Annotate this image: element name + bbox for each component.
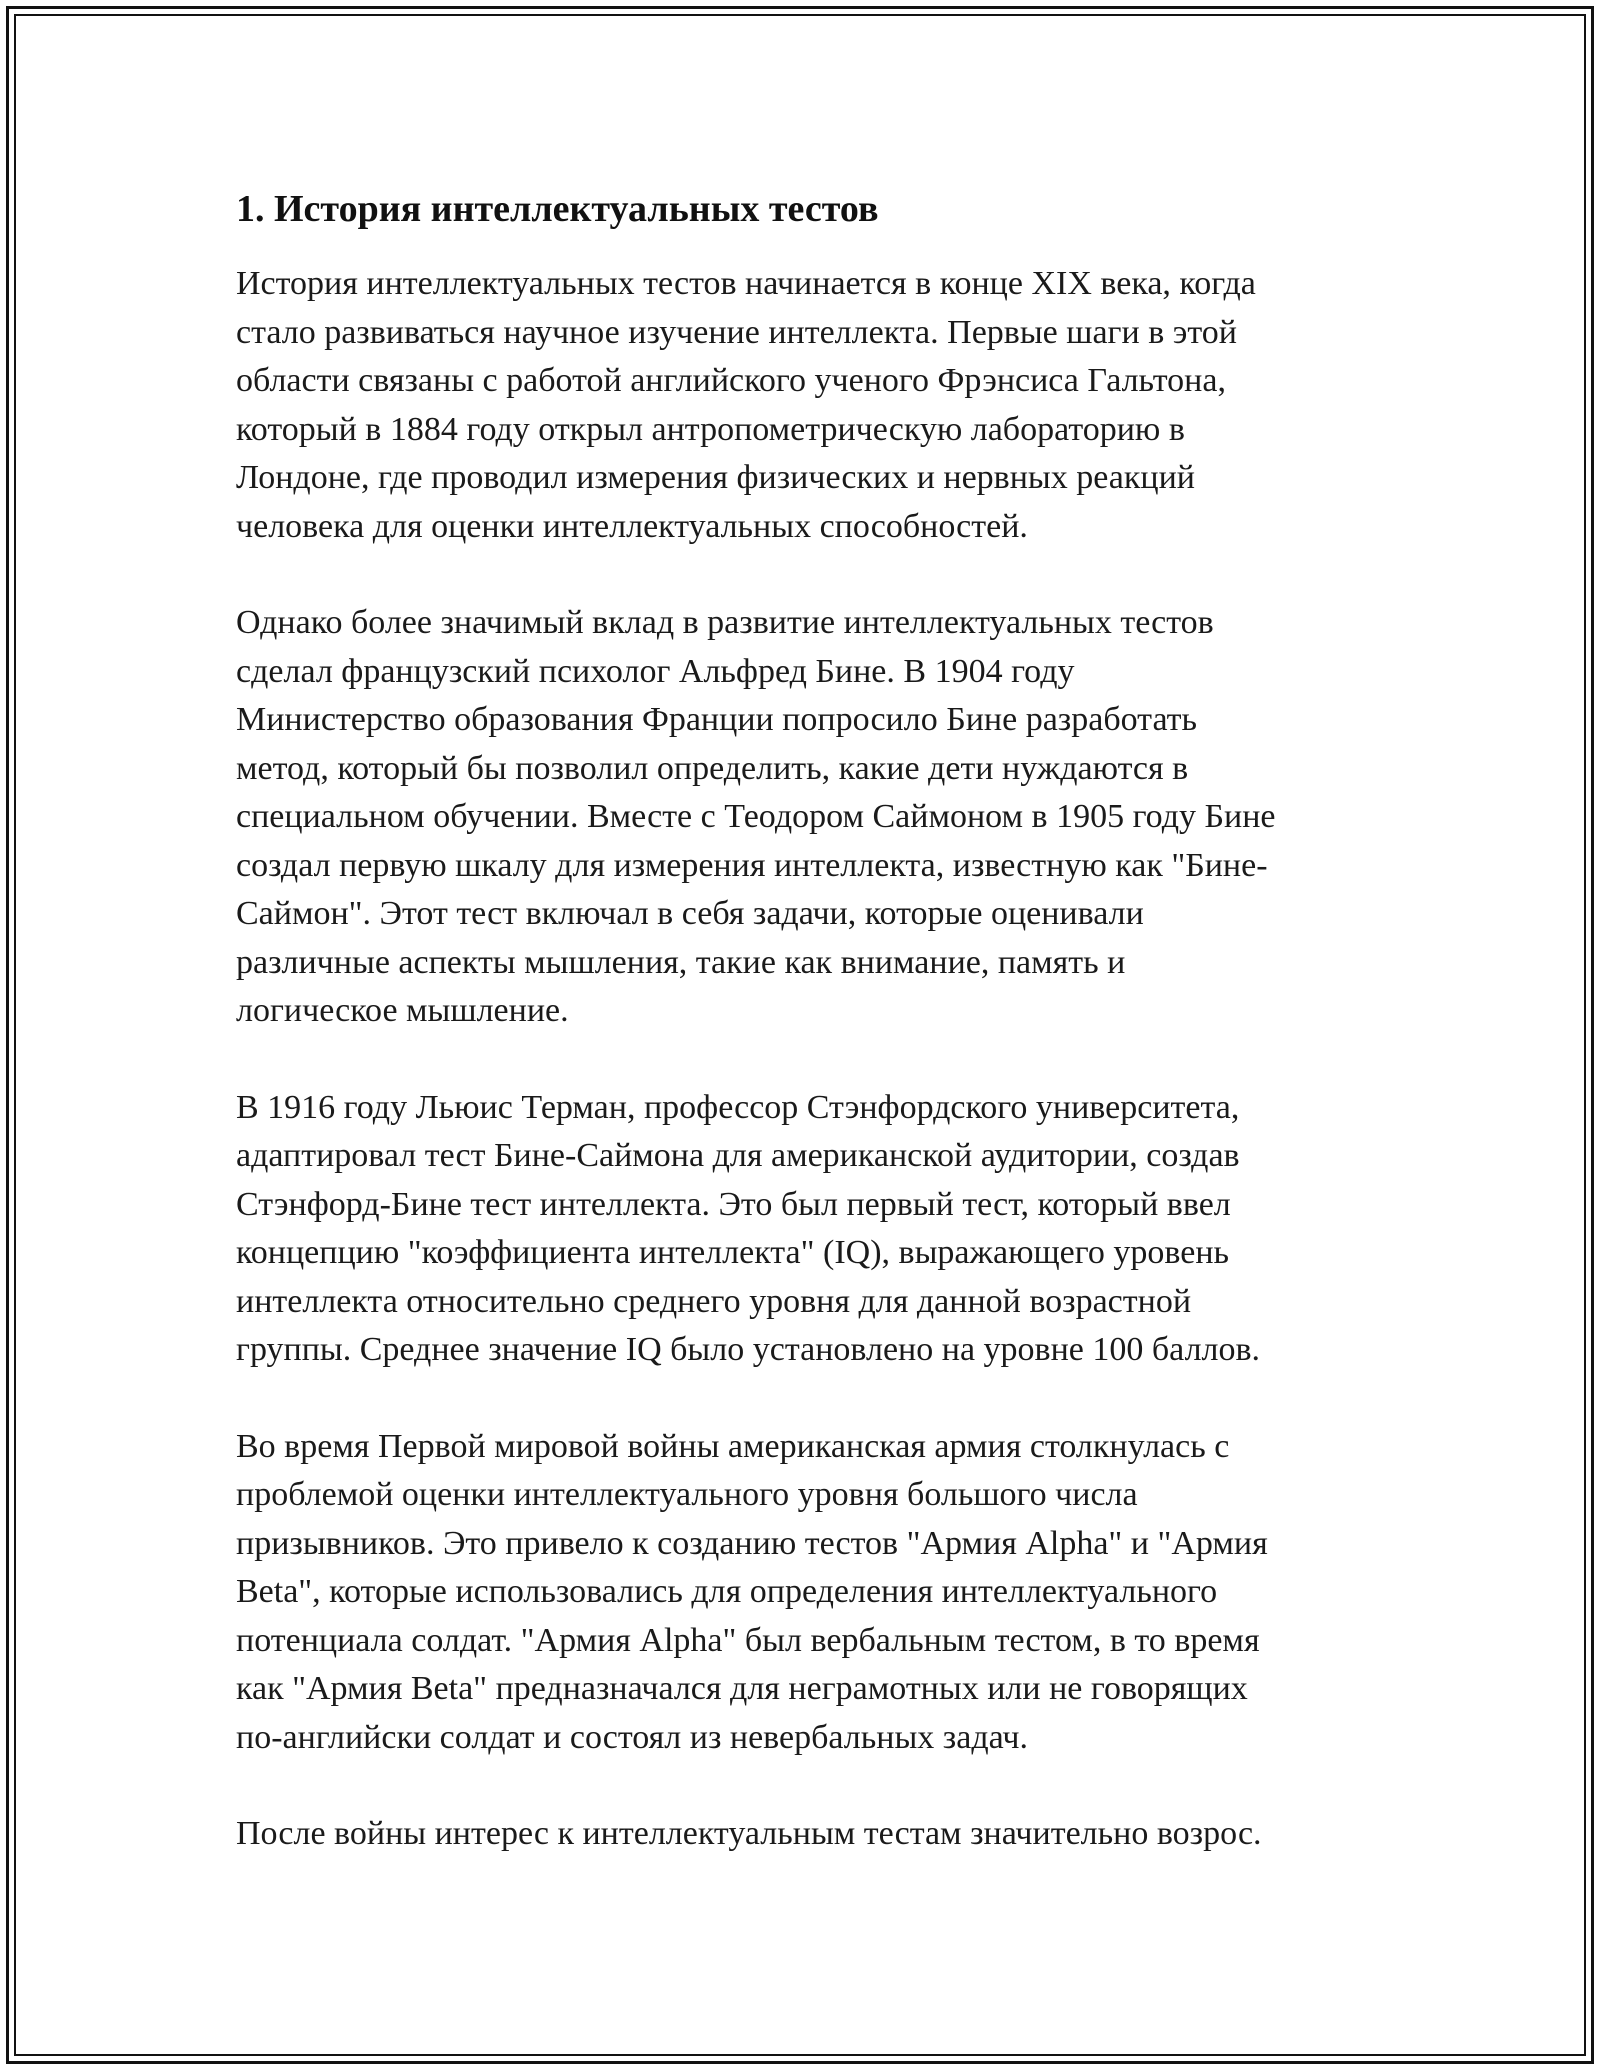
paragraph: [236, 599, 1386, 1036]
paragraph-line: История интеллектуальных тестов начинается в конце XIX века, когда: [236, 265, 1256, 302]
section-heading: 1. История интеллектуальных тестов: [236, 188, 879, 230]
paragraph: [236, 1084, 1386, 1375]
document-body: [236, 186, 1386, 1907]
paragraph-line: стало развиваться научное изучение интеллекта. Первые шаги в этой: [236, 313, 1237, 351]
paragraph: [236, 1810, 1386, 1859]
paragraph-line: Лондоне, где проводил измерения физических и нервных реакций: [236, 459, 1195, 496]
paragraph-line: Однако более значимый вклад в развитие интеллектуальных тестов: [236, 604, 1214, 641]
paragraph-line: проблемой оценки интеллектуального уровня большого числа: [236, 1476, 1138, 1513]
paragraph-line: Стэнфорд-Бине тест интеллекта. Это был первый тест, который ввел: [236, 1185, 1231, 1223]
paragraph-line: потенциала солдат. "Армия Alpha" был вербальным тестом, в то время: [236, 1621, 1260, 1659]
paragraph-line: адаптировал тест Бине-Саймона для американской аудитории, создав: [236, 1137, 1240, 1174]
paragraph: [236, 1423, 1386, 1763]
paragraph-line: как "Армия Beta" предназначался для неграмотных или не говорящих: [236, 1670, 1248, 1707]
paragraph-line: Во время Первой мировой войны американская армия столкнулась с: [236, 1427, 1230, 1465]
paragraph: [236, 260, 1386, 551]
paragraph-line: человека для оценки интеллектуальных способностей.: [236, 507, 1028, 545]
paragraph-line: который в 1884 году открыл антропометрическую лабораторию в: [236, 410, 1185, 448]
paragraph-line: призывников. Это привело к созданию тестов "Армия Alpha" и "Армия: [236, 1524, 1268, 1562]
paragraph-line: логическое мышление.: [236, 992, 569, 1029]
paragraph-line: метод, который бы позволил определить, какие дети нуждаются в: [236, 749, 1189, 787]
paragraph-line: различные аспекты мышления, такие как внимание, память и: [236, 943, 1126, 981]
paragraph-line: создал первую шкалу для измерения интеллекта, известную как "Бине-: [236, 846, 1268, 884]
paragraph-line: Саймон". Этот тест включал в себя задачи, которые оценивали: [236, 895, 1144, 932]
paragraph-line: по-английски солдат и состоял из невербальных задач.: [236, 1718, 1028, 1756]
paragraph-line: Министерство образования Франции попросило Бине разработать: [236, 701, 1198, 738]
paragraph-list: [236, 260, 1386, 1859]
paragraph-line: интеллекта относительно среднего уровня для данной возрастной: [236, 1282, 1192, 1320]
paragraph-line: После войны интерес к интеллектуальным тестам значительно возрос.: [236, 1815, 1262, 1852]
paragraph-line: группы. Среднее значение IQ было установлено на уровне 100 баллов.: [236, 1331, 1261, 1368]
paragraph-line: концепцию "коэффициента интеллекта" (IQ), выражающего уровень: [236, 1234, 1230, 1271]
paragraph-line: Beta", которые использовались для определения интеллектуального: [236, 1573, 1218, 1610]
paragraph-line: специальном обучении. Вместе с Теодором Саймоном в 1905 году Бине: [236, 798, 1276, 835]
paragraph-line: области связаны с работой английского ученого Фрэнсиса Гальтона,: [236, 362, 1226, 399]
paragraph-line: сделал французский психолог Альфред Бине. В 1904 году: [236, 652, 1075, 690]
paragraph-line: В 1916 году Льюис Терман, профессор Стэнфордского университета,: [236, 1088, 1240, 1126]
